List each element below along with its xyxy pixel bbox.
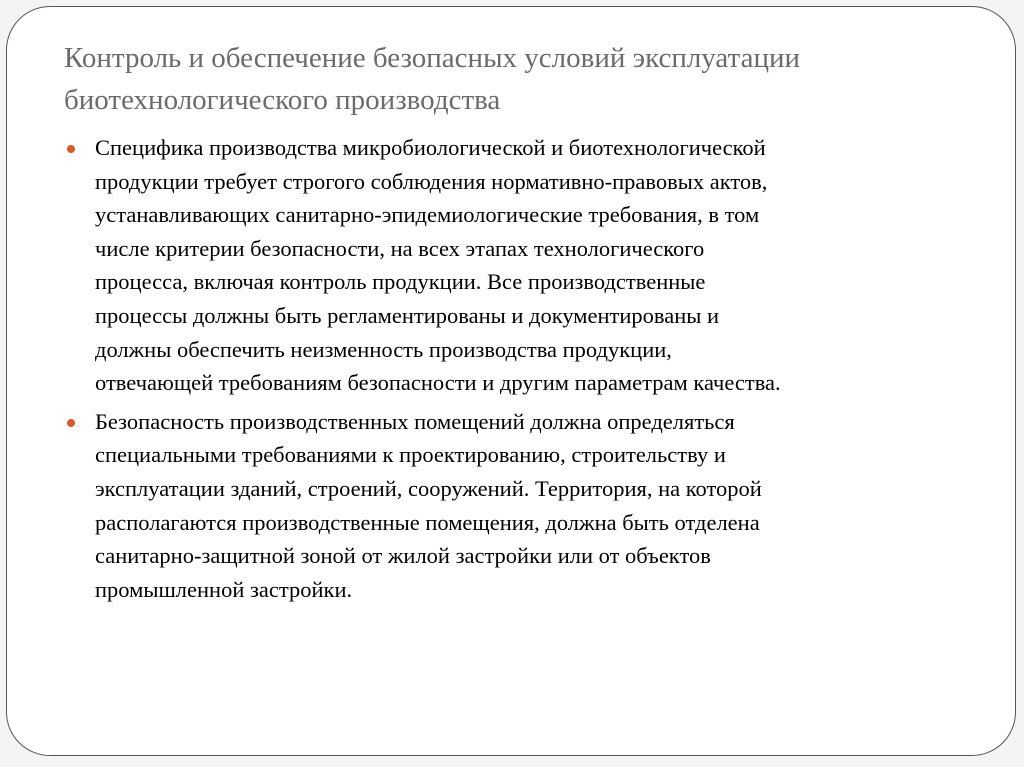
bullet-item [67, 405, 781, 607]
slide-title [64, 37, 800, 121]
bullet-dot-icon [67, 145, 75, 153]
bullet-dot-icon [67, 419, 75, 427]
title-line: биотехнологического производства [64, 84, 501, 116]
text-line: продукции требует строгого соблюдения нормативно-правовых актов, [95, 168, 768, 194]
bullet-item [67, 131, 781, 400]
text-line: процесса, включая контроль продукции. Все производственные [95, 269, 706, 295]
text-line: Безопасность производственных помещений должна определяться [95, 408, 735, 434]
slide [6, 6, 1016, 756]
text-line: Специфика производства микробиологической и биотехнологической [95, 135, 766, 160]
text-line: промышленной застройки. [95, 576, 353, 602]
text-line: располагаются производственные помещения, должна быть отделена [95, 509, 760, 535]
text-line: санитарно-защитной зоной от жилой застройки или от объектов [95, 543, 711, 569]
text-line: процессы должны быть регламентированы и документированы и [95, 302, 720, 328]
text-line: эксплуатации зданий, строений, сооружений. Территория, на которой [95, 475, 762, 501]
text-line: числе критерии безопасности, на всех этапах технологического [95, 235, 705, 261]
title-line: Контроль и обеспечение безопасных условий эксплуатации [64, 42, 801, 74]
text-line: отвечающей требованиям безопасности и другим параметрам качества. [95, 370, 781, 396]
text-line: устанавливающих санитарно-эпидемиологические требования, в том [95, 202, 760, 228]
text-line: специальными требованиями к проектированию, строительству и [95, 442, 726, 468]
bullet-list [67, 131, 781, 611]
text-line: должны обеспечить неизменность производства продукции, [95, 336, 672, 362]
